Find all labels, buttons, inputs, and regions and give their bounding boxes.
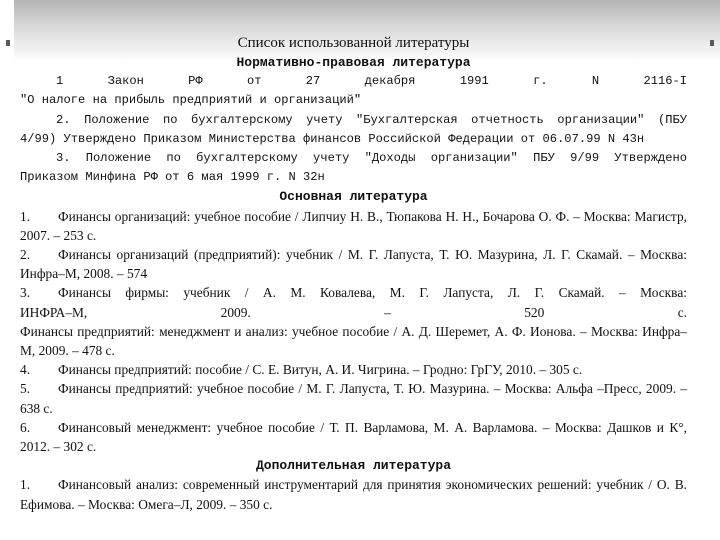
- document-body: [20, 33, 687, 514]
- main-item-3-spread: ИНФРА–М, 2009. – 520 с.: [20, 304, 687, 320]
- list-item-text: Финансы организаций: учебное пособие / Липчиу Н. В., Тюпакова Н. Н., Бочарова О. Ф. – Москва: Магистр, 2007. – 253 с.: [20, 208, 687, 243]
- left-rule-mark: [6, 40, 10, 46]
- main-item-1: [20, 207, 687, 245]
- section-heading-extra: Дополнительная литература: [255, 458, 452, 474]
- normative-item-2-line2: 4/99) Утверждено Приказом Министерства финансов Российской Федерации от 06.07.99 N 43н: [20, 131, 645, 146]
- list-item-text: Финансы организаций (предприятий): учебник / М. Г. Лапуста, Т. Ю. Мазурина, Л. Г. Скамай. – Москва: Инфра–М, 2008. – 574: [20, 247, 687, 282]
- main-item-5: [20, 379, 687, 417]
- list-item-text: Финансы предприятий: учебное пособие / М. Г. Лапуста, Т. Ю. Мазурина. – Москва: Альфа –Пресс, 2009. – 638 с.: [20, 381, 687, 416]
- normative-item-3-line2: Приказом Минфина РФ от 6 мая 1999 г. N 32н: [20, 170, 325, 185]
- main-item-3: [20, 283, 687, 302]
- main-item-4: [20, 360, 687, 379]
- normative-item-1-line2: "О налоге на прибыль предприятий и организаций": [20, 93, 362, 108]
- list-number: 3.: [20, 285, 31, 301]
- list-item-text: Финансы предприятий: пособие / С. Е. Витун, А. И. Чигрина. – Гродно: ГрГУ, 2010. – 305 с.: [58, 362, 583, 378]
- section-heading-main: Основная литература: [279, 189, 428, 205]
- list-number: 6.: [20, 419, 31, 435]
- normative-item-2-line1: 2. Положение по бухгалтерскому учету "Бухгалтерская отчетность организации" (ПБУ: [56, 112, 687, 127]
- right-rule-mark: [710, 40, 714, 46]
- page-title: Список использованной литературы: [237, 35, 470, 51]
- list-number: 4.: [20, 362, 31, 378]
- normative-item-3-line1: 3. Положение по бухгалтерскому учету "Доходы организации" ПБУ 9/99 Утверждено: [56, 151, 687, 166]
- list-number: 1.: [20, 477, 31, 493]
- list-item-text: Финансы фирмы: учебник / А. М. Ковалева, М. Г. Лапуста, Л. Г. Скамай. – Москва:: [58, 285, 687, 301]
- list-number: 1.: [20, 208, 31, 224]
- extra-item-1: [20, 475, 687, 513]
- list-item-text: Финансовый менеджмент: учебное пособие / Т. П. Варламова, М. А. Варламова. – Москва: Дашков и К°, 2012. – 302 с.: [20, 419, 687, 455]
- list-number: 2.: [20, 247, 31, 263]
- section-heading-normative: Нормативно-правовая литература: [236, 55, 471, 70]
- list-item-text: Финансовый анализ: современный инструментарий для принятия экономических решений: учебник / О. В. Ефимова. – Москва: Омега–Л, 2009. – 350 с.: [20, 477, 687, 512]
- main-item-unnumbered: Финансы предприятий: менеджмент и анализ: учебное пособие / А. Д. Шеремет, А. Ф. Ионова. – Москва: Инфра–М, 2009. – 478 с.: [20, 323, 687, 359]
- normative-item-1-line1: 1 Закон РФ от 27 декабря 1991 г. N 2116-I: [56, 74, 687, 89]
- list-number: 5.: [20, 381, 31, 397]
- main-item-2: [20, 245, 687, 283]
- main-item-6: [20, 418, 687, 456]
